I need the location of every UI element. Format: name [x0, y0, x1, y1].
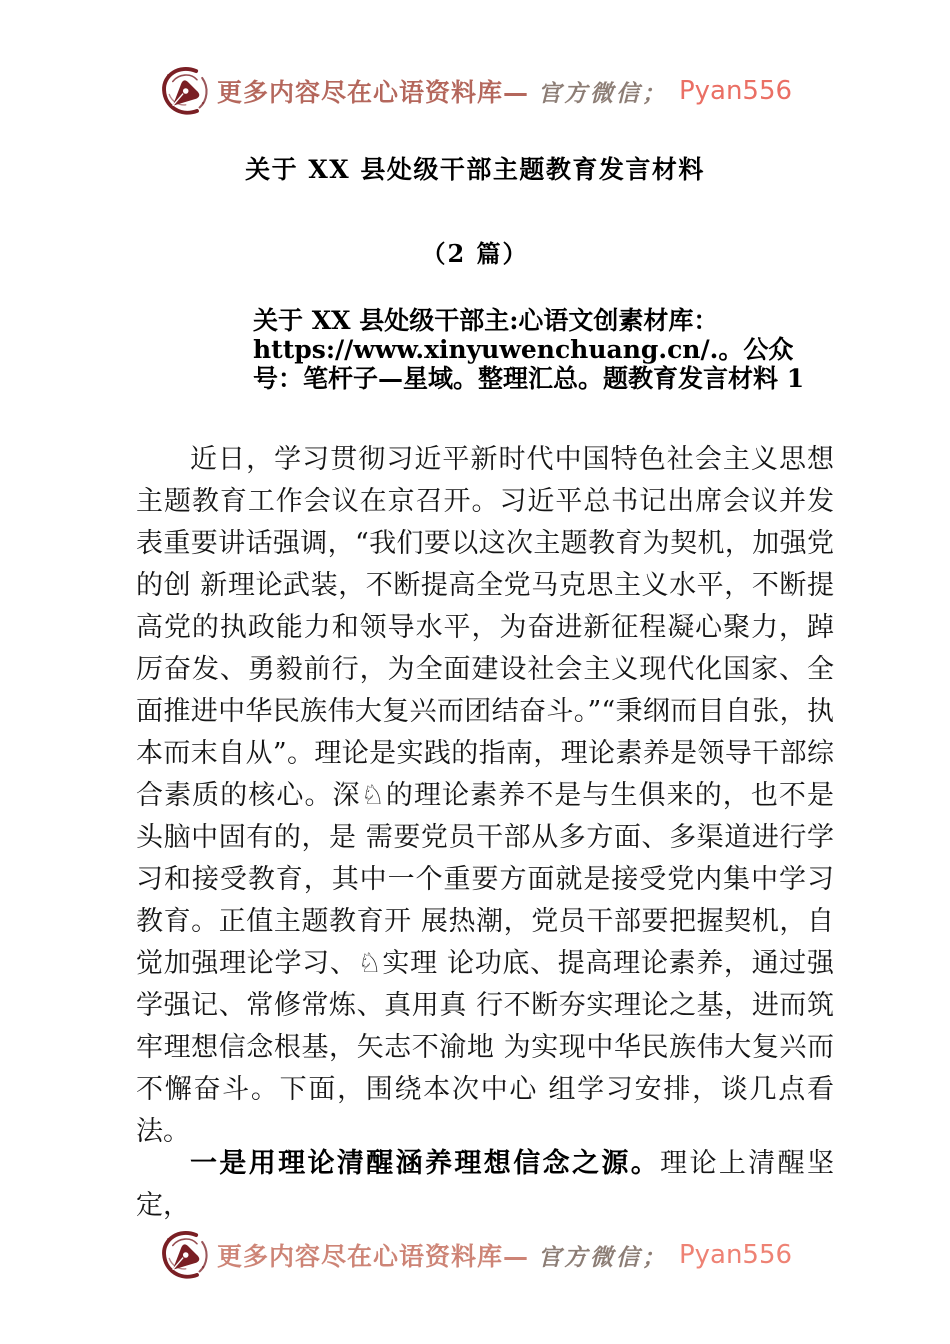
- pen-swirl-logo-icon: [158, 62, 210, 120]
- header-wechat-id: Pyan556: [678, 76, 793, 106]
- header-brand-text: 更多内容尽在心语资料库—: [216, 78, 529, 107]
- paragraph-1: 近日，学习贯彻习近平新时代中国特色社会主义思想主题教育工作会议在京召开。习近平总书记出席会议并发表重要讲话强调，“我们要以这次主题教育为契机，加强党的创 新理论武装，不断提高全党马克思主义水平，不断提高党的执政能力和领导水平，为奋进新征程凝心聚力，踔厉奋发、勇毅前行，为全面建设社会主义现代化国家、全面推进中华民族伟大复兴而团结奋斗。”“秉纲而目自张，执本而末自从”。理论是实践的指南，理论素养是领导干部综合素质的核心。深♘的理论素养不是与生俱来的，也不是头脑中固有的，是 需要党员干部从多方面、多渠道进行学习和接受教育，其中一个重要方面就是接受党内集中学习教育。正值主题教育开 展热潮，党员干部要把握契机，自觉加强理论学习、♘实理 论功底、提高理论素养，通过强学强记、常修常炼、真用真 行不断夯实理论之基，进而筑牢理想信念根基，矢志不渝地 为实现中华民族伟大复兴而不懈奋斗。下面，围绕本次中心 组学习安排，谈几点看法。: [136, 444, 834, 1147]
- document-subtitle: （2 篇）: [421, 239, 529, 268]
- header-wechat-label: 官方微信；: [537, 79, 668, 107]
- footer-brand-bar: [0, 1226, 950, 1284]
- paragraph-2: [136, 1143, 834, 1227]
- paragraph-2-bold-lead: 一是用理论清醒涵养理想信念之源。: [190, 1148, 661, 1179]
- pen-swirl-logo-icon: [158, 1226, 210, 1284]
- footer-wechat-label: 官方微信；: [537, 1243, 668, 1271]
- footer-wechat-id: Pyan556: [678, 1240, 793, 1270]
- paragraph-2-rest: 理论上清醒坚定，: [136, 1148, 835, 1221]
- document-title: 关于 XX 县处级干部主题教育发言材料: [245, 155, 705, 184]
- source-heading: 关于 XX 县处级干部主:心语文创素材库：https://www.xinyuwenchuang.cn/.。公众号：笔杆子—星域。整理汇总。题教育发言材料 1: [253, 306, 805, 393]
- header-brand-bar: [0, 62, 950, 120]
- footer-brand-text: 更多内容尽在心语资料库—: [216, 1242, 529, 1271]
